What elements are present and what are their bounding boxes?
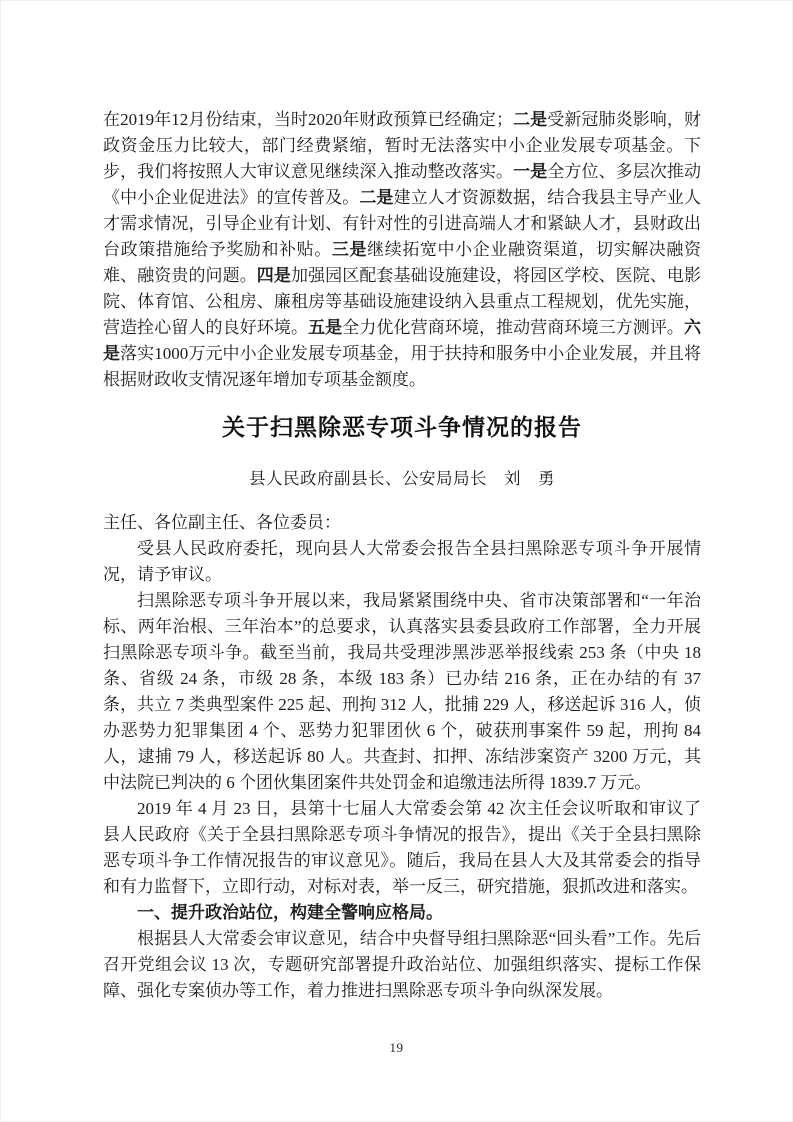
- section-heading: [103, 900, 701, 926]
- text-run: 2019 年 4 月 23 日，县第十七届人大常委会第 42 次主任会议听取和审议了县人民政府《关于全县扫黑除恶专项斗争情况的报告》，提出《关于全县扫黑除恶专项斗争工作情况报告的审议意见》。随后，我局在县人大及其常委会的指导和有力监督下，立即行动，对标对表，举一反三，研究措施，狠抓改进和落实。: [103, 799, 701, 896]
- salutation: 主任、各位副主任、各位委员：: [103, 513, 341, 532]
- body-paragraph: [103, 536, 701, 588]
- author-line: 县人民政府副县长、公安局局长 刘 勇: [249, 469, 555, 488]
- text-run: 扫黑除恶专项斗争开展以来，我局紧紧围绕中央、省市决策部署和“一年治标、两年治根、三年治本”的总要求，认真落实县委县政府工作部署，全力开展扫黑除恶专项斗争。截至当前，我局共受理涉黑涉恶举报线索 253 条（中央 18 条、省级 24 条，市级 28 条，本级 183 条）已办结 216 条，正在办结的有 37 条，共立 7 类典型案件 225 起、刑拘 312 人，批捕 229 人，移送起诉 316 人，侦办恶势力犯罪集团 4 个、恶势力犯罪团伙 6 个，破获刑事案件 59 起，刑拘 84 人，逮捕 79 人，移送起诉 80 人。共查封、扣押、冻结涉案资产 3200 万元，其中法院已判决的 6 个团伙集团案件共处罚金和追缴违法所得 1839.7 万元。: [103, 591, 701, 792]
- bold-text-run: 一是: [513, 162, 548, 181]
- bold-text-run: 二是: [359, 188, 394, 207]
- bold-text-run: 一、提升政治站位，构建全警响应格局。: [137, 903, 443, 922]
- text-run: 受县人民政府委托，现向县人大常委会报告全县扫黑除恶专项斗争开展情况，请予审议。: [103, 539, 701, 584]
- text-run: 落实1000万元中小企业发展专项基金，用于扶持和服务中小企业发展，并且将根据财政收支情况逐年增加专项基金额度。: [103, 344, 702, 389]
- bold-text-run: 四是: [256, 266, 291, 285]
- text-run: 建立人才资源数据，结合我县主导产业人才需求情况，引导企业有计划、有针对性的引进高端人才和紧缺人才，县财政出台政策措施给予奖励和补贴。: [103, 188, 702, 259]
- bold-text-run: 五是: [308, 318, 343, 337]
- continuation-paragraph: [103, 107, 701, 393]
- body-paragraph: [103, 926, 701, 1004]
- bold-text-run: 二是: [512, 110, 548, 129]
- text-run: 全方位、多层次推动《中小企业促进法》的宣传普及。: [103, 162, 702, 207]
- page-number: 19: [389, 1040, 404, 1055]
- body-paragraph: [103, 796, 701, 900]
- bold-text-run: 六是: [103, 318, 702, 363]
- page-footer: [1, 1039, 792, 1057]
- text-run: 全力优化营商环境，推动营商环境三方测评。: [342, 318, 685, 337]
- text-run: 在2019年12月份结束，当时2020年财政预算已经确定；: [103, 110, 513, 129]
- body-paragraph: [103, 588, 701, 796]
- report-title: 关于扫黑除恶专项斗争情况的报告: [222, 414, 582, 440]
- text-run: 加强园区配套基础设施建设，将园区学校、医院、电影院、体育馆、公租房、廉租房等基础设施建设纳入县重点工程规划，优先实施，营造拴心留人的良好环境。: [103, 266, 702, 337]
- page-content: [103, 1, 701, 1004]
- report-paragraphs: [103, 536, 701, 1004]
- text-run: 受新冠肺炎影响，财政资金压力比较大，部门经费紧缩，暂时无法落实中小企业发展专项基金。下步，我们将按照人大审议意见继续深入推动整改落实。: [103, 110, 701, 181]
- text-run: 根据县人大常委会审议意见，结合中央督导组扫黑除恶“回头看”工作。先后召开党组会议 13 次，专题研究部署提升政治站位、加强组织落实、提标工作保障、强化专案侦办等工作，着力推进扫黑除恶专项斗争向纵深发展。: [103, 929, 701, 1000]
- text-run: 继续拓宽中小企业融资渠道，切实解决融资难、融资贵的问题。: [103, 240, 702, 285]
- bold-text-run: 三是: [331, 240, 368, 259]
